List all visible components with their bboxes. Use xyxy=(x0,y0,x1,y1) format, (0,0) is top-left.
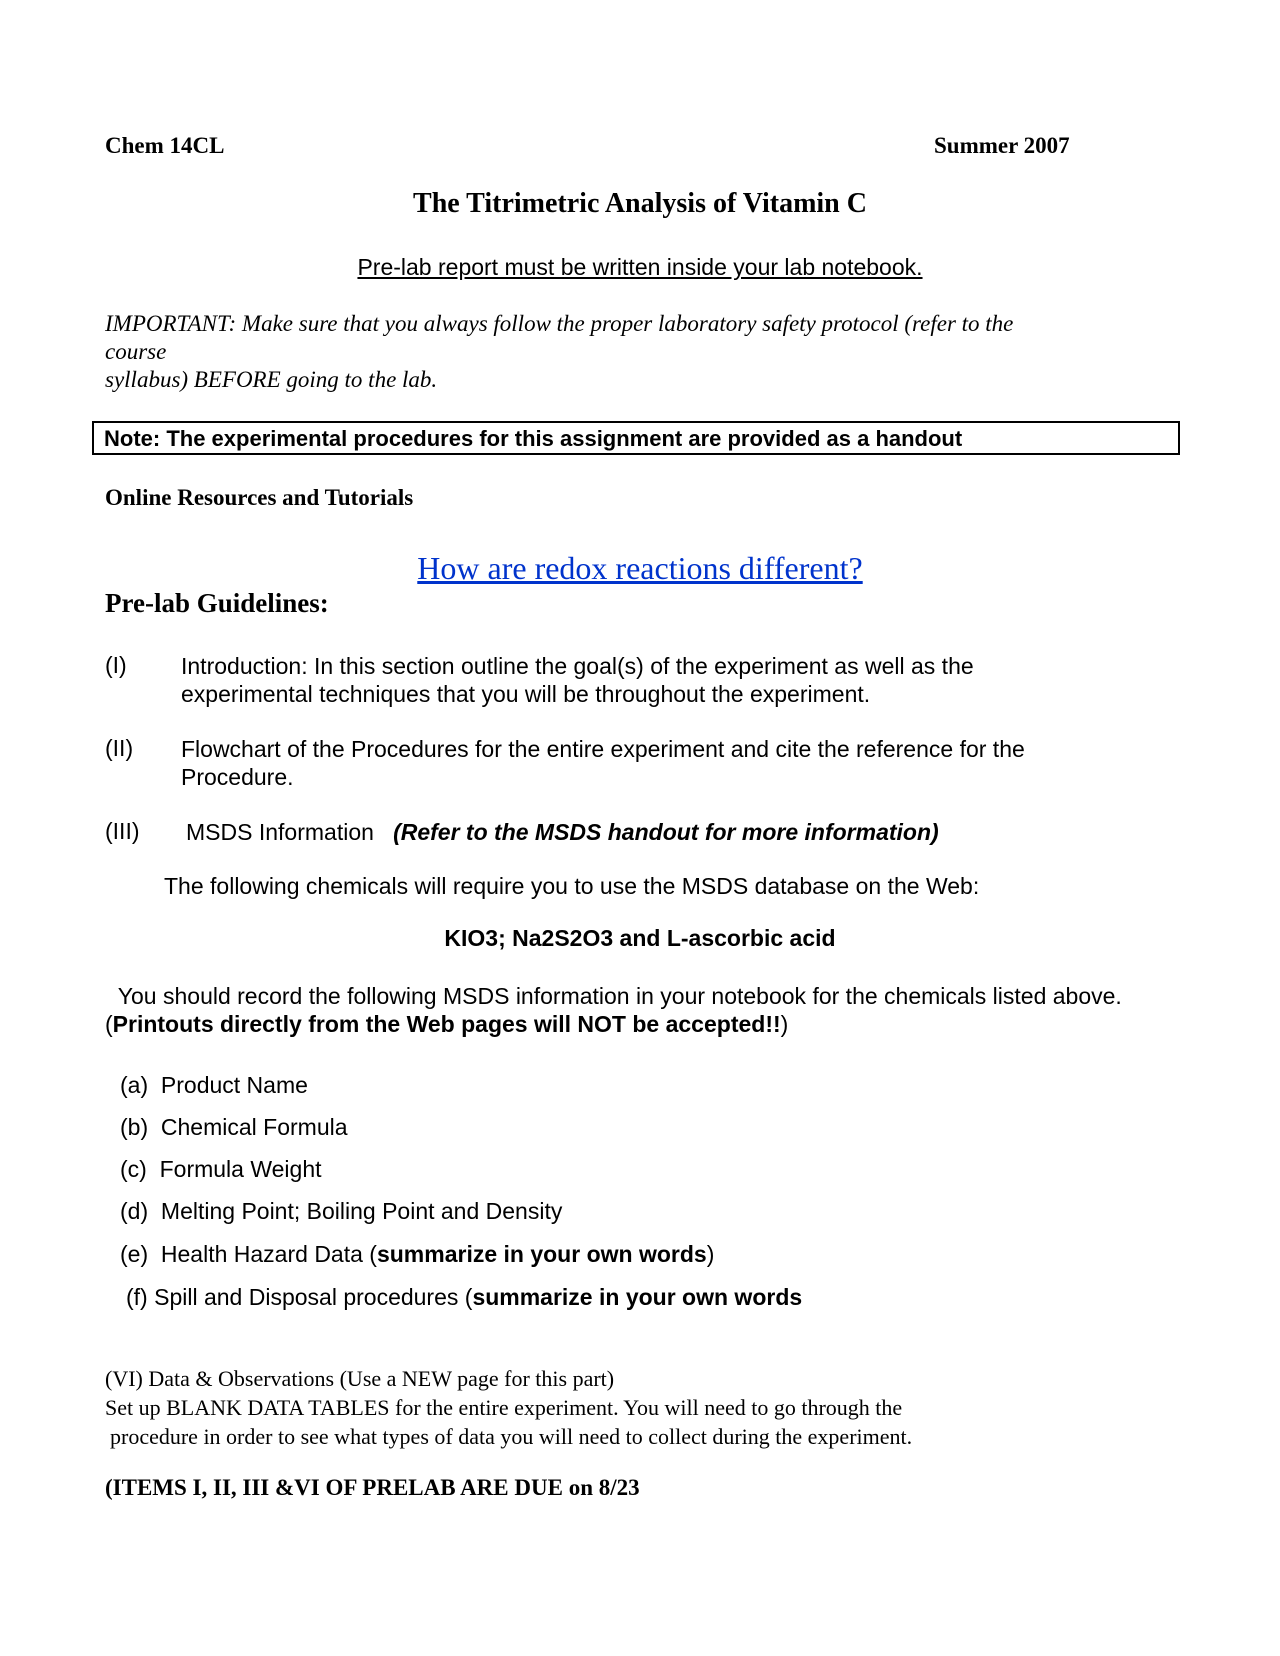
note-box xyxy=(92,421,1180,455)
list-item xyxy=(120,1114,348,1141)
list-item-label: (f) xyxy=(126,1284,148,1310)
record-warning: Printouts directly from the Web pages will NOT be accepted!! xyxy=(112,1011,781,1037)
important-notice xyxy=(105,310,1185,394)
list-item xyxy=(120,1198,562,1225)
list-item-suffix: ) xyxy=(706,1241,715,1267)
list-item-emphasis: summarize in your own words xyxy=(472,1284,803,1310)
list-item-emphasis: summarize in your own words xyxy=(376,1241,707,1267)
prelab-notice: Pre-lab report must be written inside your lab notebook. xyxy=(357,254,923,280)
msds-handout-note: (Refer to the MSDS handout for more information) xyxy=(393,819,939,845)
online-resources-heading: Online Resources and Tutorials xyxy=(105,485,414,510)
important-line-3: syllabus) BEFORE going to the lab. xyxy=(105,367,438,392)
section-line: Flowchart of the Procedures for the entire experiment and cite the reference for the xyxy=(181,736,1025,762)
list-item-text: Melting Point; Boiling Point and Density xyxy=(160,1198,563,1224)
list-item-label: (b) xyxy=(120,1114,149,1140)
list-item-label: (c) xyxy=(120,1156,147,1182)
data-observations-line: Set up BLANK DATA TABLES for the entire experiment. You will need to go through the xyxy=(105,1395,903,1420)
course-label: Chem 14CL xyxy=(105,133,225,158)
data-observations-line: procedure in order to see what types of data you will need to collect during the experiment. xyxy=(110,1424,913,1449)
section-line: Procedure. xyxy=(181,764,294,790)
list-item-label: (d) xyxy=(120,1198,149,1224)
section-introduction xyxy=(181,652,974,708)
chemicals-list: KIO3; Na2S2O3 and L-ascorbic acid xyxy=(444,925,836,951)
list-item-label: (e) xyxy=(120,1241,149,1267)
section-line: Introduction: In this section outline the goal(s) of the experiment as well as the xyxy=(181,653,974,679)
section-number: (II) xyxy=(105,735,134,761)
note-text: Note: The experimental procedures for this assignment are provided as a handout xyxy=(104,426,963,451)
data-observations-heading: (VI) Data & Observations (Use a NEW page for this part) xyxy=(105,1366,615,1391)
section-number: (III) xyxy=(105,818,140,844)
important-line-2: course xyxy=(105,339,167,364)
list-item xyxy=(126,1284,802,1311)
list-item-text: Formula Weight xyxy=(159,1156,322,1182)
list-item-text: Chemical Formula xyxy=(160,1114,348,1140)
list-item xyxy=(120,1241,714,1268)
list-item-label: (a) xyxy=(120,1072,149,1098)
redox-tutorial-link[interactable]: How are redox reactions different? xyxy=(417,550,863,586)
record-close: ) xyxy=(780,1011,789,1037)
msds-label: MSDS Information xyxy=(186,819,374,845)
section-number: (I) xyxy=(105,652,127,678)
section-flowchart xyxy=(181,735,1025,791)
list-item xyxy=(120,1072,308,1099)
record-instructions xyxy=(105,982,1185,1038)
due-date-notice: (ITEMS I, II, III &VI OF PRELAB ARE DUE on 8/23 xyxy=(105,1475,640,1500)
section-line: experimental techniques that you will be throughout the experiment. xyxy=(181,681,871,707)
term-label: Summer 2007 xyxy=(934,133,1070,158)
record-text: You should record the following MSDS information in your notebook for the chemicals listed above. ( xyxy=(105,983,1122,1037)
list-item-text: Health Hazard Data ( xyxy=(160,1241,377,1267)
list-item-text: Spill and Disposal procedures ( xyxy=(154,1284,473,1310)
prelab-guidelines-heading: Pre-lab Guidelines: xyxy=(105,588,329,618)
important-line-1: IMPORTANT: Make sure that you always follow the proper laboratory safety protocol (refer to the xyxy=(105,311,1014,336)
list-item-text: Product Name xyxy=(160,1072,308,1098)
section-msds xyxy=(186,818,939,846)
page-title: The Titrimetric Analysis of Vitamin C xyxy=(413,188,867,219)
msds-intro: The following chemicals will require you to use the MSDS database on the Web: xyxy=(164,873,980,899)
list-item xyxy=(120,1156,322,1183)
